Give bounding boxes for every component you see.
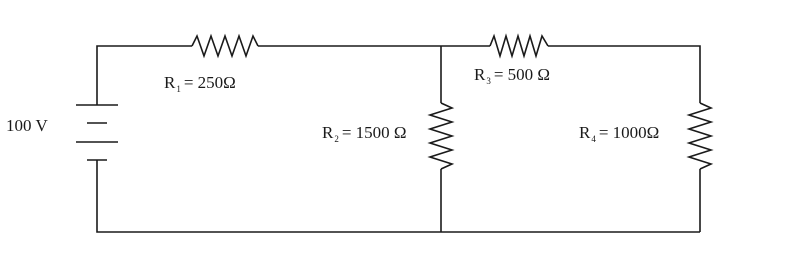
resistor-r1-label — [164, 74, 236, 94]
resistor-r4-symbol — [689, 103, 711, 169]
r2-index: 2 — [334, 134, 339, 144]
resistor-r4-label — [579, 124, 659, 144]
resistor-r2-symbol — [430, 103, 452, 169]
r1-index: 1 — [176, 84, 181, 94]
r3-value: = 500 Ω — [493, 65, 551, 84]
r2-value: = 1500 Ω — [341, 123, 407, 142]
wire-bottom — [97, 160, 700, 232]
r4-value: = 1000Ω — [598, 123, 660, 142]
r1-value: = 250Ω — [183, 73, 236, 92]
resistor-r2-label — [322, 124, 407, 144]
r4-index: 4 — [591, 134, 596, 144]
r1-name: R — [164, 73, 176, 92]
r3-index: 3 — [486, 76, 491, 86]
resistor-r3-symbol — [490, 36, 548, 56]
r4-name: R — [579, 123, 591, 142]
r3-name: R — [474, 65, 486, 84]
resistor-r1-symbol — [192, 36, 258, 56]
r2-name: R — [322, 123, 334, 142]
wire-top-right — [548, 46, 700, 103]
voltage-source-label: 100 V — [6, 116, 48, 135]
resistor-r3-label — [474, 66, 550, 86]
